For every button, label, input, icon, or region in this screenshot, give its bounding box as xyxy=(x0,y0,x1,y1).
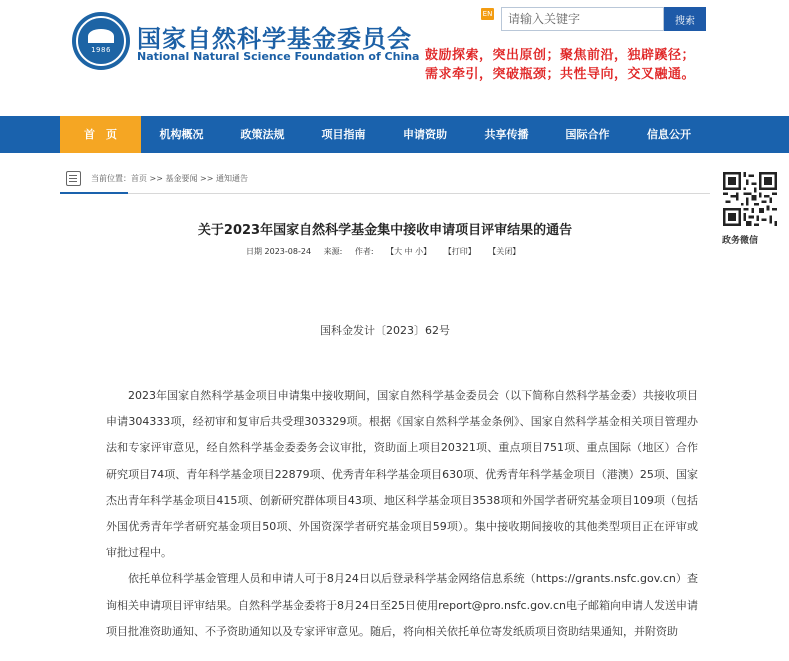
breadcrumb-accent xyxy=(60,192,128,194)
breadcrumb-text[interactable]: 当前位置：首页 >> 基金要闻 >> 通知通告 xyxy=(91,174,248,183)
close-link[interactable]: 【关闭】 xyxy=(488,247,521,256)
print-link[interactable]: 【打印】 xyxy=(443,247,476,256)
nsfc-emblem-icon[interactable] xyxy=(72,12,130,70)
document-number: 国科金发计〔2023〕62号 xyxy=(320,324,450,337)
font-size-control[interactable]: 【大 中 小】 xyxy=(386,247,432,256)
article-body xyxy=(106,383,698,645)
article-paragraph-1: 2023年国家自然科学基金项目申请集中接收期间，国家自然科学基金委员会（以下简称自然科学基金委）共接收项目申请304333项，经初审和复审后共受理303329项。根据《国家自然科学基金条例》、国家自然科学基金相关项目管理办法和专家评审意见，经自然科学基金委委务会议审批，资助面上项目20321项、重点项目751项、重点国际（地区）合作研究项目74项、青年科学基金项目22879项、优秀青年科学基金项目630项、优秀青年科学基金项目（港澳）25项、国家杰出青年科学基金项目415项、创新研究群体项目43项、地区科学基金项目3538项和外国学者研究基金项目109项（包括外国优秀青年学者研究基金项目50项、外国资深学者研究基金项目59项）。集中接收期间接收的其他类型项目正在评审或审批过程中。 xyxy=(106,389,698,560)
article-paragraph-2: 依托单位科学基金管理人员和申请人可于8月24日以后登录科学基金网络信息系统（https://grants.nsfc.gov.cn）查询相关申请项目评审结果。自然科学基金委将于8月24日至25日使用report@pro.nsfc.gov.cn电子邮箱向申请人发送申请项目批准资助通知、不予资助通知以及专家评审意见。随后，将向相关依托单位寄发纸质项目资助结果通知，并附资助 xyxy=(106,572,698,638)
emblem-ring xyxy=(76,16,126,66)
main-nav xyxy=(0,116,789,153)
search-button[interactable]: 搜索 xyxy=(664,7,706,31)
article-title: 关于2023年国家自然科学基金集中接收申请项目评审结果的通告 xyxy=(197,223,573,238)
document-icon xyxy=(66,171,81,186)
slogan-line-2: 需求牵引，突破瓶颈；共性导向，交叉融通。 xyxy=(425,67,696,82)
article-source: 来源: xyxy=(323,247,343,256)
emblem-year: 1986 xyxy=(91,45,111,54)
breadcrumb-divider xyxy=(60,193,710,194)
site-header xyxy=(0,0,789,116)
nav-item-about[interactable]: 机构概况 xyxy=(159,128,204,141)
breadcrumb xyxy=(60,166,710,196)
article-date: 日期 2023-08-24 xyxy=(246,247,312,256)
english-version-link[interactable]: EN xyxy=(482,10,493,18)
qr-label: 政务微信 xyxy=(722,236,759,246)
org-name-en[interactable]: National Natural Science Foundation of China xyxy=(137,50,420,63)
wechat-qr-code-icon[interactable] xyxy=(723,172,777,226)
search-input[interactable] xyxy=(501,7,664,31)
nav-item-international[interactable]: 国际合作 xyxy=(565,128,610,141)
nav-item-home[interactable]: 首 页 xyxy=(60,116,141,153)
nav-item-disclosure[interactable]: 信息公开 xyxy=(647,128,691,141)
emblem-wing-shape xyxy=(88,29,114,43)
nav-item-share[interactable]: 共享传播 xyxy=(484,128,529,141)
org-name-cn[interactable]: 国家自然科学基金委员会 xyxy=(137,25,412,53)
nav-item-guide[interactable]: 项目指南 xyxy=(321,128,366,141)
article-meta xyxy=(246,246,530,257)
slogan-line-1: 鼓励探索，突出原创；聚焦前沿，独辟蹊径； xyxy=(425,48,696,63)
nav-item-policy[interactable]: 政策法规 xyxy=(240,128,285,141)
article-author: 作者: xyxy=(354,247,374,256)
nav-item-apply[interactable]: 申请资助 xyxy=(403,128,447,141)
